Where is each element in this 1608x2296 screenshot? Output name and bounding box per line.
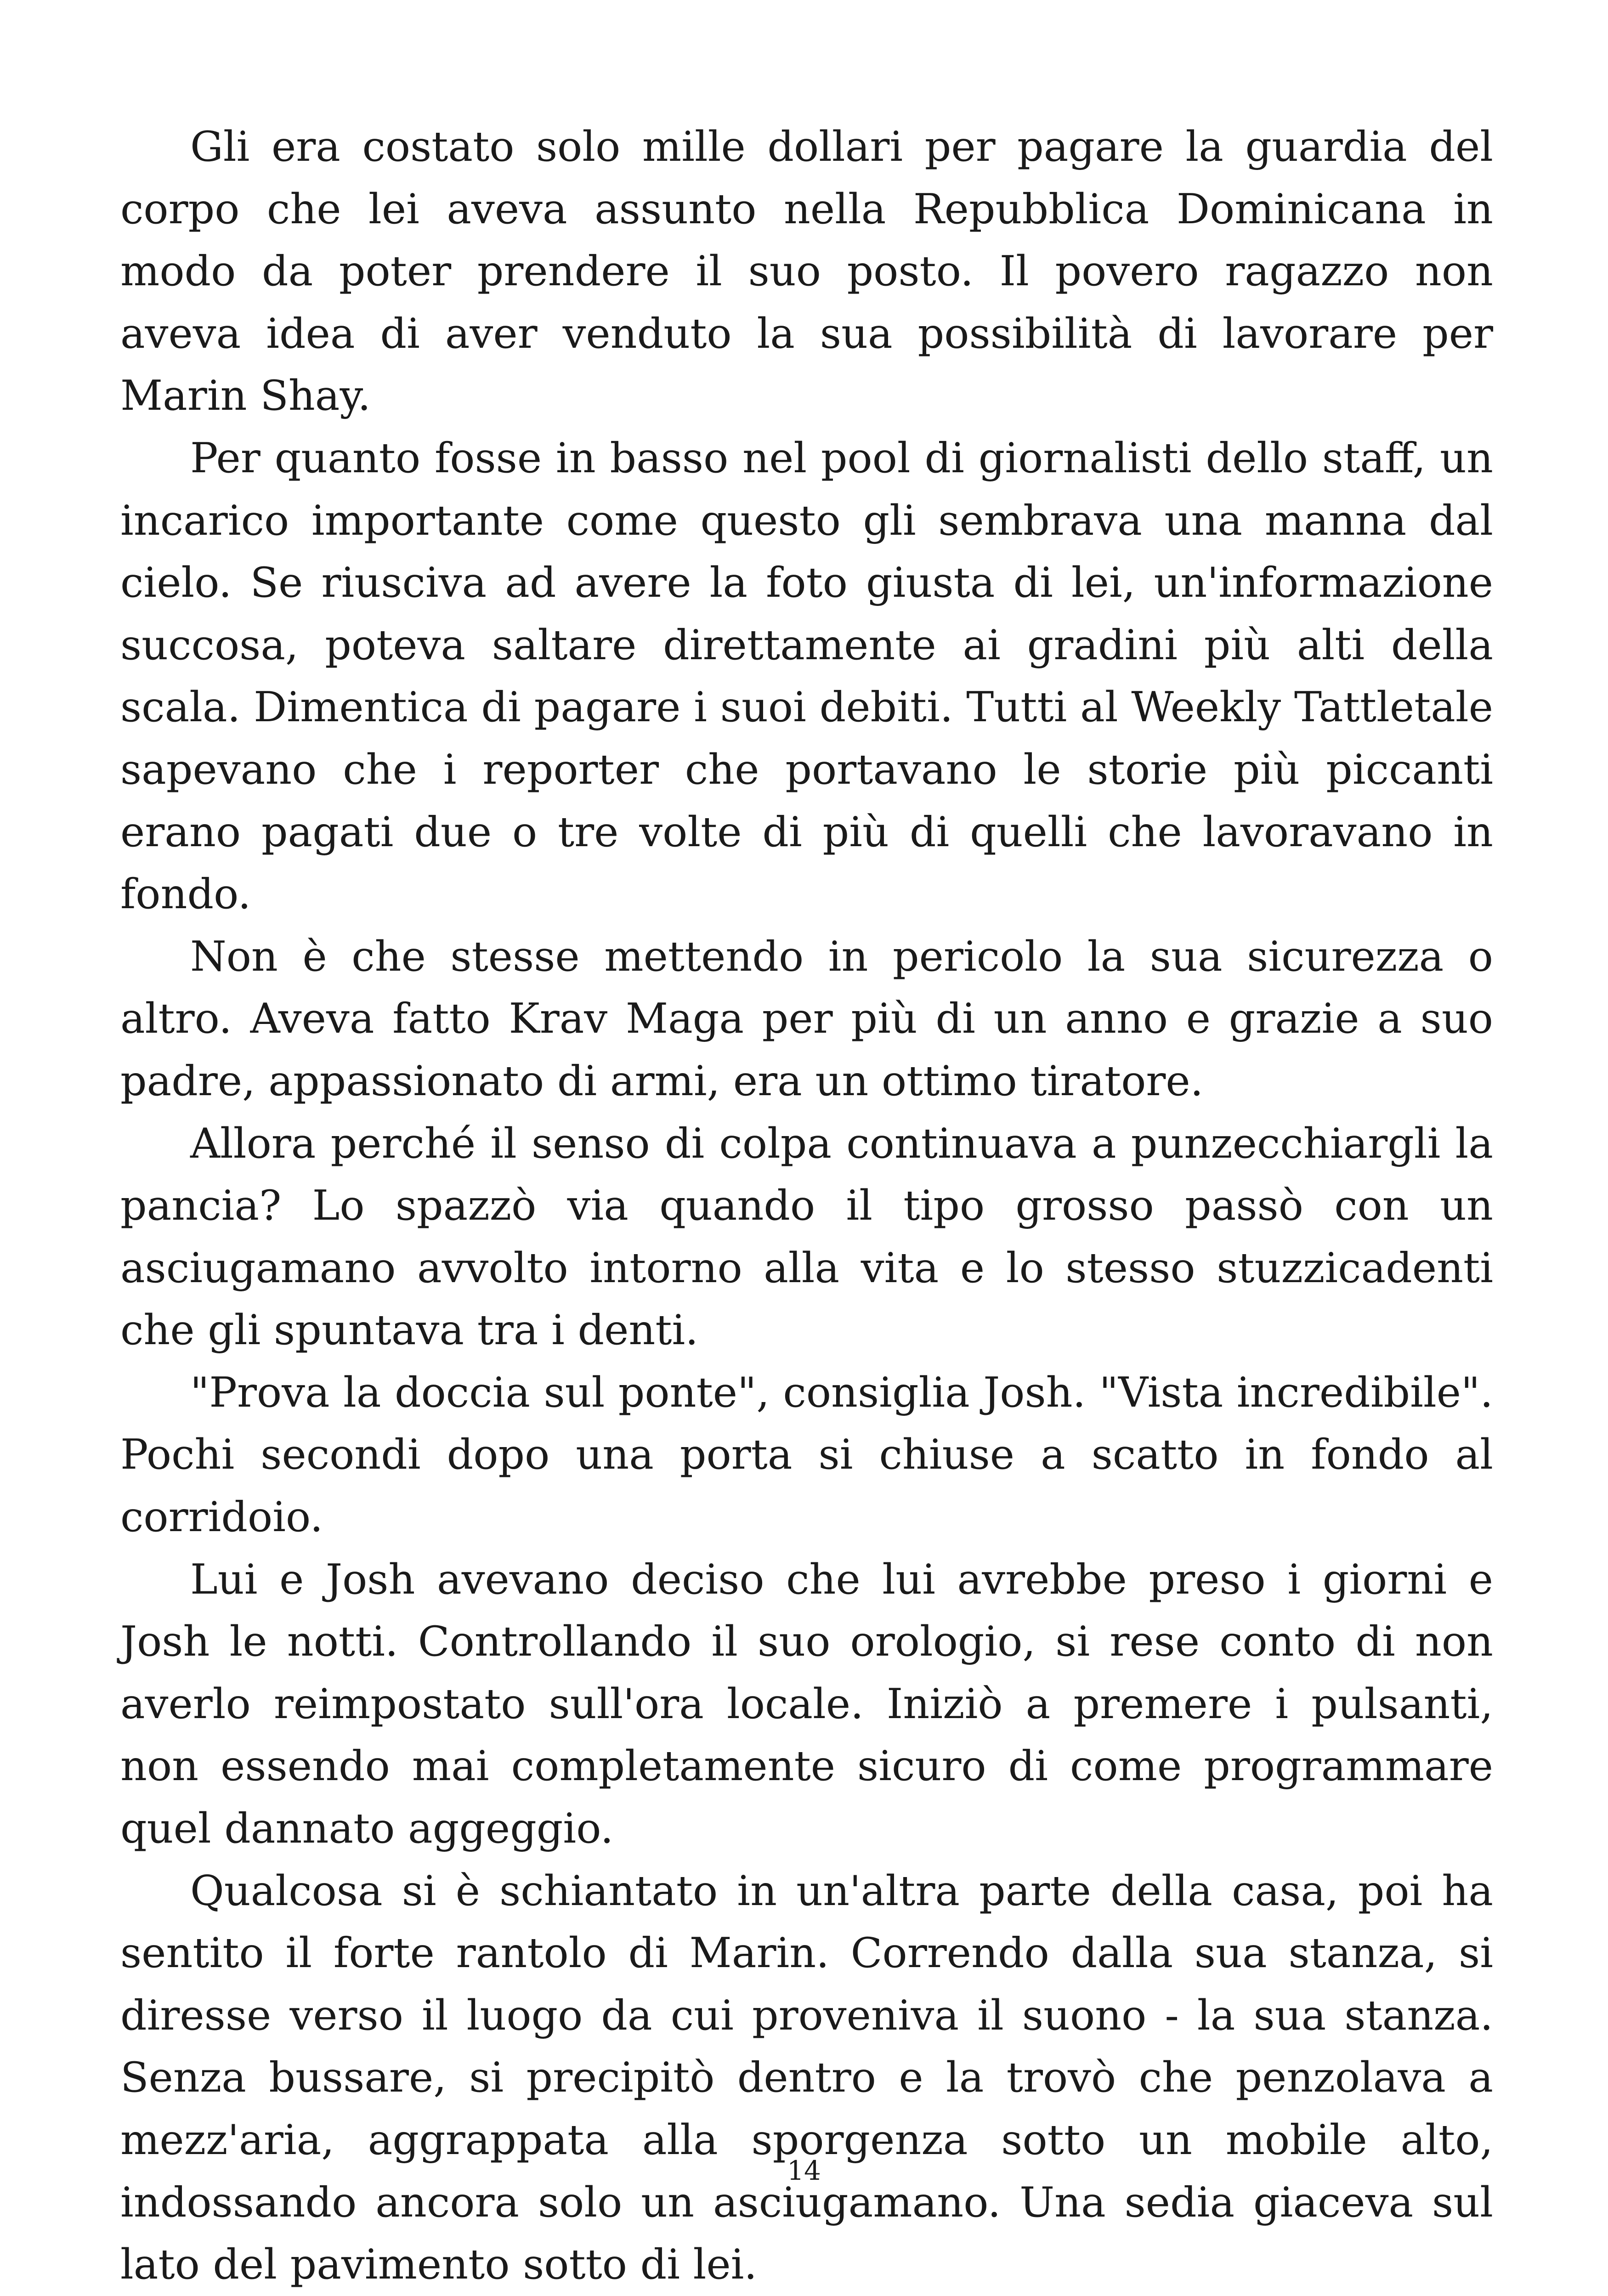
- paragraph-4: Allora perché il senso di colpa continuava a punzecchiargli la pancia? Lo spazzò via quando il tipo grosso passò con un asciugamano avvolto intorno alla vita e lo stesso stuzzicadenti che gli spuntava tra i denti.: [120, 1119, 1493, 1355]
- paragraph-1: Gli era costato solo mille dollari per pagare la guardia del corpo che lei aveva assunto nella Repubblica Dominicana in modo da poter prendere il suo posto. Il povero ragazzo non aveva idea di aver venduto la sua possibilità di lavorare per Marin Shay.: [120, 123, 1493, 420]
- paragraph-7: Qualcosa si è schiantato in un'altra parte della casa, poi ha sentito il forte rantolo di Marin. Correndo dalla sua stanza, si diresse verso il luogo da cui proveniva il suono - la sua stanza. Senza bussare, si precipitò dentro e la trovò che penzolava a mezz'aria, aggrappata alla sporgenza sotto un mobile alto, indossando ancora solo un asciugamano. Una sedia giaceva sul lato del pavimento sotto di lei.: [120, 1866, 1493, 2289]
- body-text: [120, 116, 1493, 2296]
- paragraph-3: Non è che stesse mettendo in pericolo la sua sicurezza o altro. Aveva fatto Krav Maga per più di un anno e grazie a suo padre, appassionato di armi, era un ottimo tiratore.: [120, 932, 1493, 1105]
- paragraph-2: Per quanto fosse in basso nel pool di giornalisti dello staff, un incarico importante come questo gli sembrava una manna dal cielo. Se riusciva ad avere la foto giusta di lei, un'informazione succosa, poteva saltare direttamente ai gradini più alti della scala. Dimentica di pagare i suoi debiti. Tutti al Weekly Tattletale sapevano che i reporter che portavano le storie più piccanti erano pagati due o tre volte di più di quelli che lavoravano in fondo.: [120, 434, 1493, 919]
- page-number: 14: [787, 2155, 821, 2186]
- paragraph-6: Lui e Josh avevano deciso che lui avrebbe preso i giorni e Josh le notti. Controllando il suo orologio, si rese conto di non averlo reimpostato sull'ora locale. Iniziò a premere i pulsanti, non essendo mai completamente sicuro di come programmare quel dannato aggeggio.: [120, 1555, 1493, 1853]
- paragraph-5: "Prova la doccia sul ponte", consiglia Josh. "Vista incredibile". Pochi secondi dopo una porta si chiuse a scatto in fondo al corridoio.: [120, 1368, 1493, 1542]
